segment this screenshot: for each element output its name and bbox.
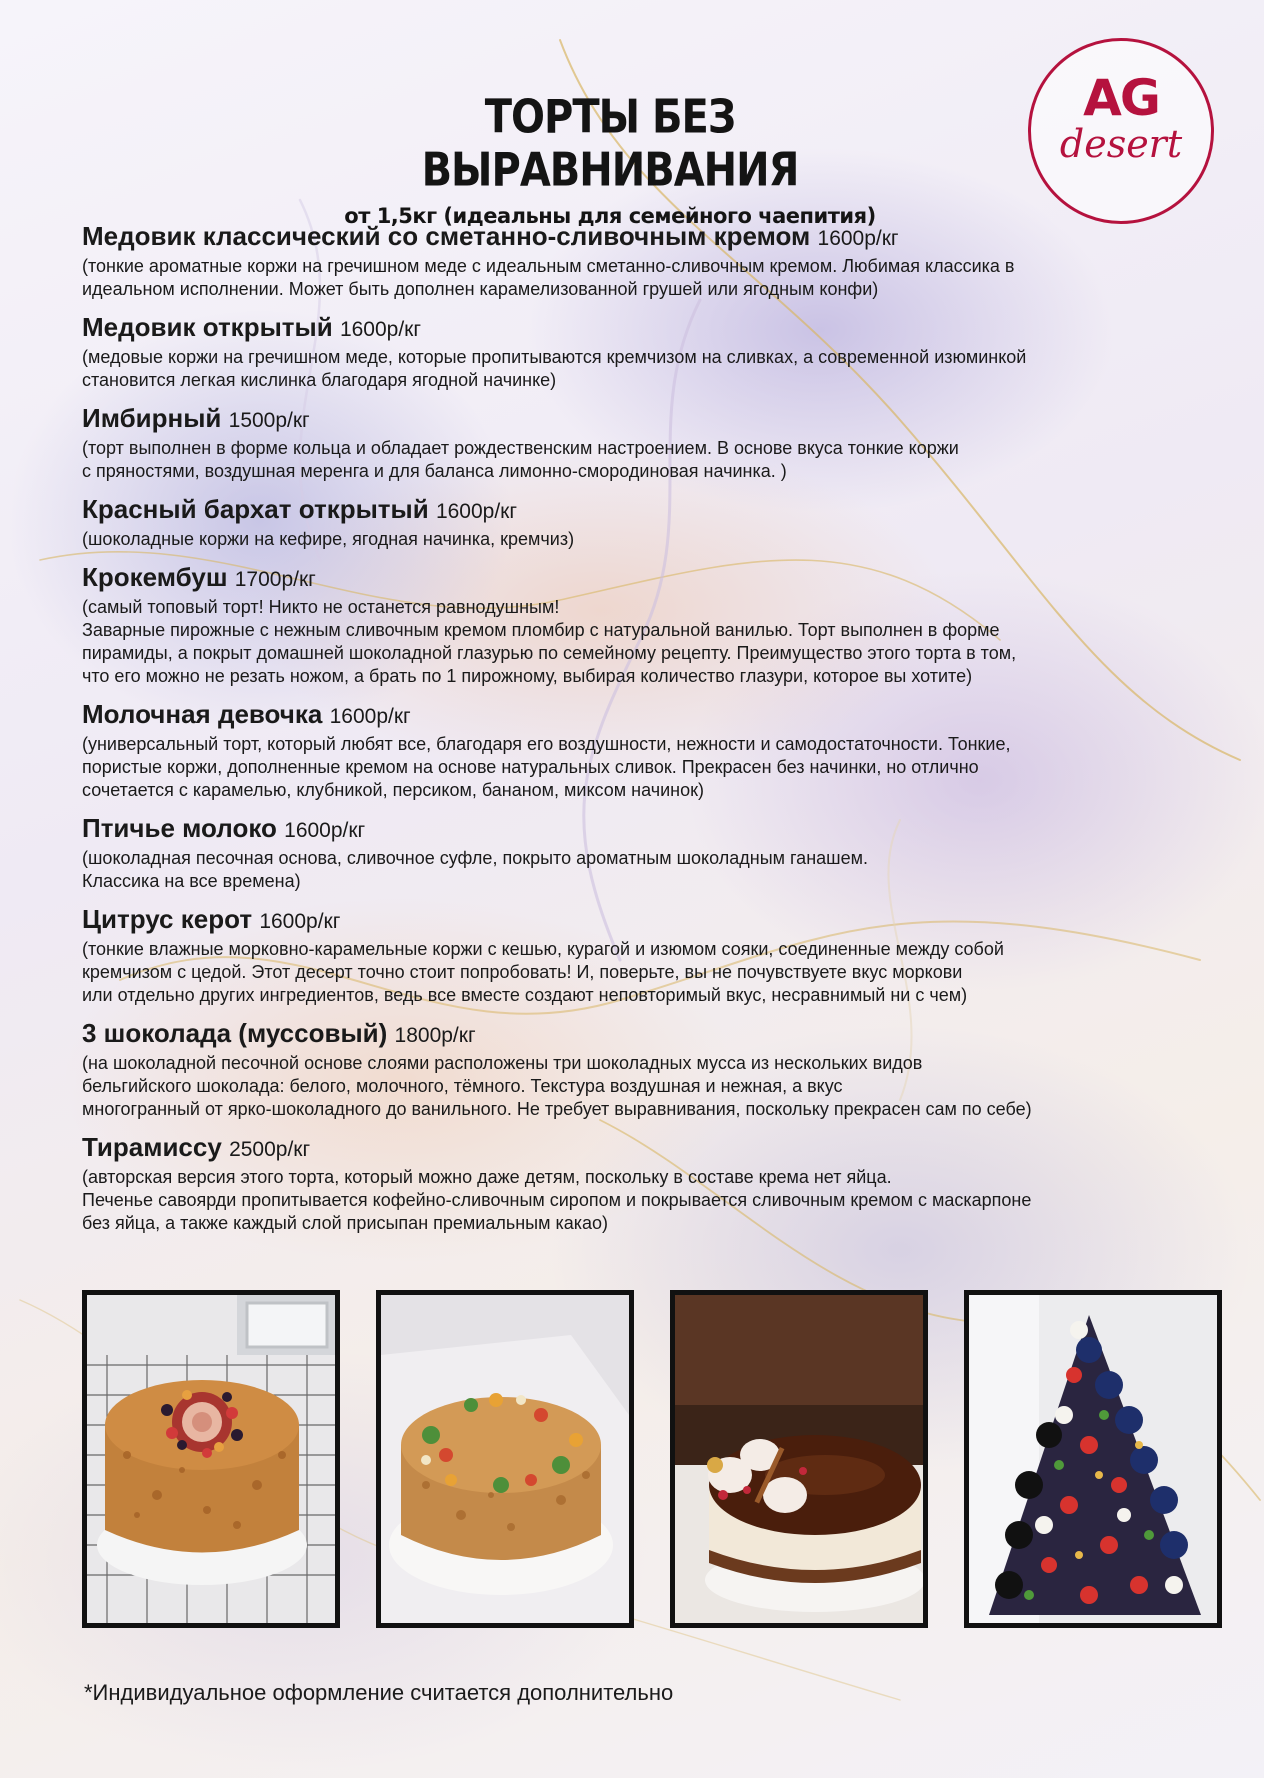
- item-description: (тонкие ароматные коржи на гречишном меде с идеальным сметанно-сливочным кремом. Любимая классика в идеальном исполнении. Может быть дополнен карамелизованной грушей или ягодным конфи): [82, 256, 1015, 299]
- item-price: 1600р/кг: [259, 910, 341, 933]
- item-description: (торт выполнен в форме кольца и обладает рождественским настроением. В основе вкуса тонкие коржи с пряностями, воздушная меренга и для баланса лимонно-смородиновая начинка. ): [82, 438, 959, 481]
- birds-milk-cake-image: [675, 1295, 923, 1623]
- item-price: 1600р/кг: [284, 819, 366, 842]
- item-price: 1600р/кг: [339, 318, 422, 341]
- item-name: Крокембуш: [82, 562, 228, 592]
- item-name: Имбирный: [82, 403, 222, 433]
- item-description: (авторская версия этого торта, который можно даже детям, поскольку в составе крема нет яйца. Печенье савоярди пропитывается кофейно-сливочным сиропом и покрывается сливочным кремом с маскарпоне без яйца, а также каждый слой присыпан премиальным какао): [82, 1167, 1032, 1233]
- page-title: ТОРТЫ БЕЗ ВЫРАВНИВАНИЯ: [421, 91, 799, 197]
- item-description: (шоколадные коржи на кефире, ягодная начинка, кремчиз): [82, 529, 575, 549]
- item-price: 1700р/кг: [234, 568, 316, 591]
- menu-item: [82, 698, 1202, 802]
- menu-item: [82, 220, 1202, 301]
- footnote: *Индивидуальное оформление считается дополнительно: [84, 1680, 674, 1705]
- item-name: Цитрус керот: [82, 904, 253, 934]
- photo-birds-milk-cake: [670, 1290, 928, 1628]
- item-name: Медовик открытый: [82, 312, 333, 342]
- item-price: 1600р/кг: [817, 227, 899, 250]
- item-price: 1500р/кг: [228, 409, 310, 432]
- item-name: 3 шоколада (муссовый): [82, 1018, 388, 1048]
- logo-desert-text: desert: [1059, 122, 1183, 166]
- menu-item: [82, 561, 1202, 688]
- header: [300, 91, 920, 228]
- menu-item: [82, 903, 1202, 1007]
- page-subtitle: от 1,5кг (идеальны для семейного чаепития): [344, 204, 876, 228]
- brand-logo: [1028, 38, 1214, 224]
- cake-menu: [82, 220, 1202, 1245]
- open-honey-cake-image: [381, 1295, 629, 1623]
- item-name: Молочная девочка: [82, 699, 323, 729]
- croquembouche-image: [969, 1295, 1217, 1623]
- item-name: Красный бархат открытый: [82, 494, 429, 524]
- item-name: Медовик классический со сметанно-сливочным кремом: [82, 221, 811, 251]
- photo-open-honey-cake: [376, 1290, 634, 1628]
- honey-cake-image: [87, 1295, 335, 1623]
- item-price: 1800р/кг: [394, 1024, 476, 1047]
- cake-photos: [82, 1290, 1222, 1630]
- menu-item: [82, 311, 1202, 392]
- item-name: Тирамиссу: [82, 1132, 222, 1162]
- item-description: (на шоколадной песочной основе слоями расположены три шоколадных мусса из нескольких видов бельгийского шоколада: белого, молочного, тёмного. Текстура воздушная и нежная, а вкус многогранный от ярко-шоколадного до ванильного. Не требует выравнивания, поскольку прекрасен сам по себе): [82, 1053, 1032, 1119]
- menu-item: [82, 1131, 1202, 1235]
- item-price: 2500р/кг: [229, 1138, 311, 1161]
- photo-croquembouche: [964, 1290, 1222, 1628]
- menu-item: [82, 493, 1202, 551]
- item-description: (тонкие влажные морковно-карамельные коржи с кешью, курагой и изюмом сояки, соединенные между собой кремчизом с цедой. Этот десерт точно стоит попробовать! И, поверьте, вы не почувствуете вкус моркови или отдельно других ингредиентов, ведь все вместе создают неповторимый вкус, несравнимый ни с чем): [82, 939, 1004, 1005]
- menu-item: [82, 402, 1202, 483]
- photo-honey-cake: [82, 1290, 340, 1628]
- item-description: (шоколадная песочная основа, сливочное суфле, покрыто ароматным шоколадным ганашем. Классика на все времена): [82, 848, 868, 891]
- menu-item: [82, 1017, 1202, 1121]
- item-name: Птичье молоко: [82, 813, 277, 843]
- item-description: (медовые коржи на гречишном меде, которые пропитываются кремчизом на сливках, а современной изюминкой становится легкая кислинка благодаря ягодной начинке): [82, 347, 1027, 390]
- item-description: (универсальный торт, который любят все, благодаря его воздушности, нежности и самодостаточности. Тонкие, пористые коржи, дополненные кремом на основе натуральных сливок. Прекрасен без начинки, но отлично сочетается с карамелью, клубникой, персиком, бананом, миксом начинок): [82, 734, 1011, 800]
- item-price: 1600р/кг: [329, 705, 411, 728]
- item-description: (самый топовый торт! Никто не останется равнодушным! Заварные пирожные с нежным сливочным кремом пломбир с натуральной ванилью. Торт выполнен в форме пирамиды, а покрыт домашней шоколадной глазурью по семейному рецепту. Преимущество этого торта в том, что его можно не резать ножом, а брать по 1 пирожному, выбирая количество глазури, которое вы хотите): [82, 597, 1017, 686]
- menu-item: [82, 812, 1202, 893]
- logo-ag-text: AG: [1083, 69, 1159, 127]
- item-price: 1600р/кг: [435, 500, 518, 523]
